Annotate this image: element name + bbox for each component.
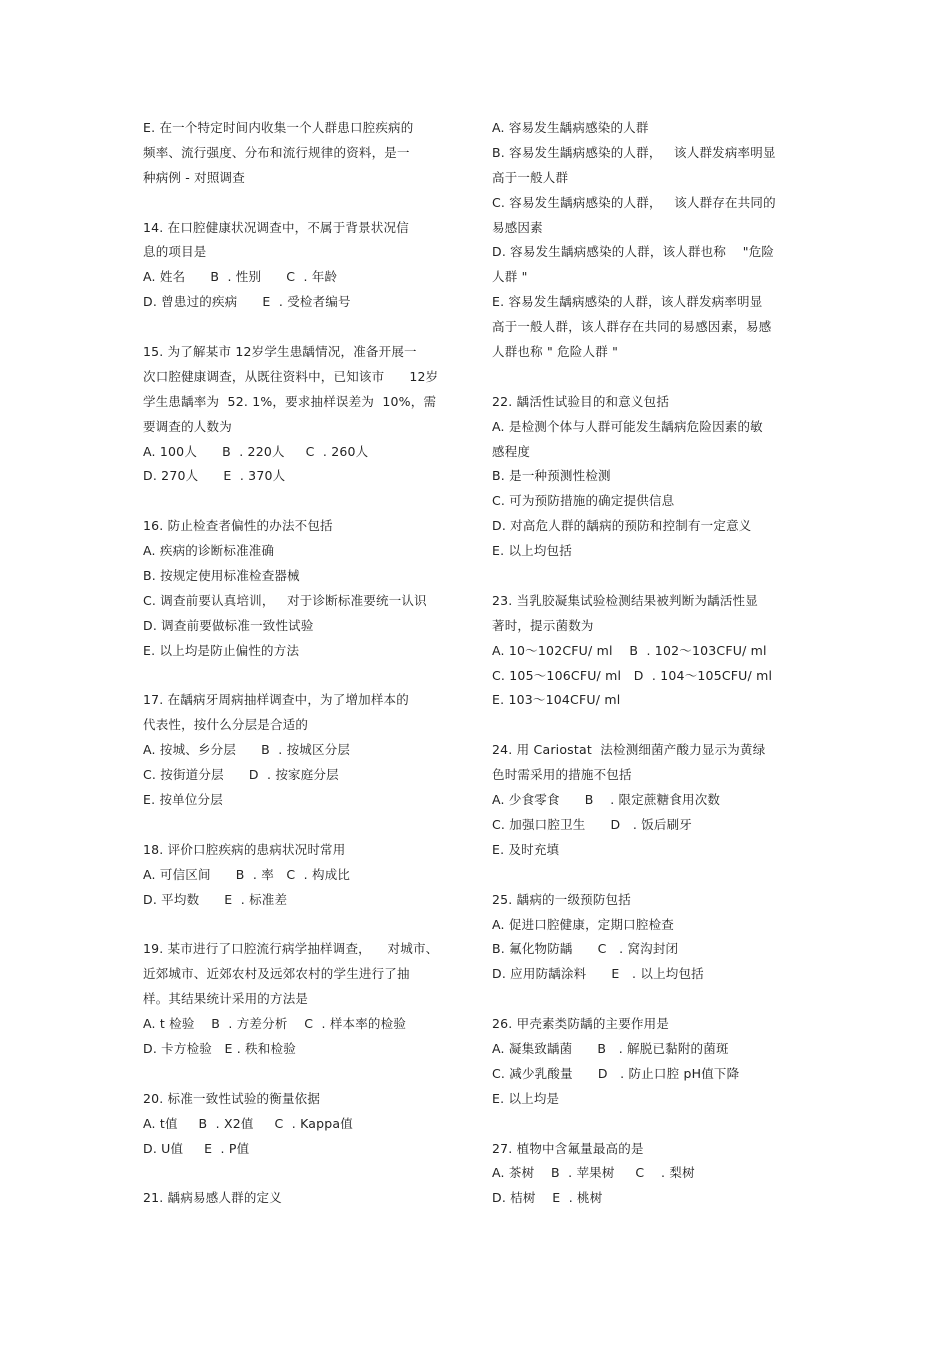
text-line: 人群 " bbox=[492, 269, 528, 285]
text-line: 19. 某市进行了口腔流行病学抽样调查， 对城市、 bbox=[143, 941, 439, 957]
text-line: 色时需采用的措施不包括 bbox=[492, 767, 632, 783]
text-line: D. 卡方检验 E . 秩和检验 bbox=[143, 1040, 296, 1056]
text-line: D. 平均数 E . 标准差 bbox=[143, 891, 288, 907]
text-line: E. 103～104CFU/ ml bbox=[492, 692, 621, 708]
block-gap bbox=[492, 713, 802, 738]
text-line: 学生患龋率为 52. 1%，要求抽样误差为 10%，需 bbox=[143, 393, 437, 409]
text-line: B. 是一种预测性检测 bbox=[492, 468, 611, 484]
text-line: D. 应用防龋涂料 E . 以上均包括 bbox=[492, 966, 704, 982]
text-line: 16. 防止检查者偏性的办法不包括 bbox=[143, 518, 333, 534]
text-line: 20. 标准一致性试验的衡量依据 bbox=[143, 1090, 321, 1106]
text-line: E. 容易发生龋病感染的人群，该人群发病率明显 bbox=[492, 294, 763, 310]
text-line: D. 270人 E . 370人 bbox=[143, 468, 286, 484]
text-line: 14. 在口腔健康状况调查中，不属于背景状况信 bbox=[143, 219, 409, 235]
text-line: 感程度 bbox=[492, 443, 531, 459]
text-line: A. 可信区间 B . 率 C . 构成比 bbox=[143, 866, 351, 882]
text-line: A. 茶树 B . 苹果树 C . 梨树 bbox=[492, 1165, 695, 1181]
block-gap bbox=[143, 913, 453, 938]
text-line: 频率、流行强度、分布和流行规律的资料，是一 bbox=[143, 144, 410, 160]
question-block bbox=[492, 390, 802, 564]
question-block bbox=[143, 1087, 453, 1162]
block-gap bbox=[492, 1112, 802, 1137]
text-line: C. 加强口腔卫生 D . 饭后刷牙 bbox=[492, 816, 693, 832]
question-block bbox=[492, 1137, 802, 1212]
text-line: A. 是检测个体与人群可能发生龋病危险因素的敏 bbox=[492, 418, 763, 434]
block-gap bbox=[143, 1161, 453, 1186]
block-gap bbox=[143, 489, 453, 514]
text-line: 高于一般人群，该人群存在共同的易感因素，易感 bbox=[492, 319, 772, 335]
text-line: A. 容易发生龋病感染的人群 bbox=[492, 120, 649, 135]
text-line: A. 少食零食 B . 限定蔗糖食用次数 bbox=[492, 792, 721, 808]
block-gap bbox=[143, 191, 453, 216]
question-block bbox=[143, 688, 453, 812]
text-line: D. 对高危人群的龋病的预防和控制有一定意义 bbox=[492, 518, 752, 534]
text-line: C. 减少乳酸量 D . 防止口腔 pH值下降 bbox=[492, 1065, 740, 1081]
text-line: 代表性，按什么分层是合适的 bbox=[143, 717, 309, 733]
text-line: A. t 检验 B . 方差分析 C . 样本率的检验 bbox=[143, 1016, 407, 1032]
block-gap bbox=[143, 315, 453, 340]
text-line: 易感因素 bbox=[492, 219, 543, 235]
text-line: 15. 为了解某市 12岁学生患龋情况，准备开展一 bbox=[143, 344, 417, 360]
text-line: A. 100人 B . 220人 C . 260人 bbox=[143, 443, 369, 459]
question-block bbox=[143, 1186, 453, 1211]
text-line: 高于一般人群 bbox=[492, 169, 569, 185]
text-line: 要调查的人数为 bbox=[143, 418, 232, 434]
text-line: D. 容易发生龋病感染的人群，该人群也称 "危险 bbox=[492, 244, 775, 260]
text-line: 18. 评价口腔疾病的患病状况时常用 bbox=[143, 841, 346, 857]
text-line: 种病例 - 对照调查 bbox=[143, 169, 245, 185]
text-line: D. 曾患过的疾病 E . 受检者编号 bbox=[143, 294, 351, 310]
text-line: 样。其结果统计采用的方法是 bbox=[143, 991, 309, 1007]
text-line: 21. 龋病易感人群的定义 bbox=[143, 1190, 282, 1206]
question-block bbox=[492, 888, 802, 988]
right-column bbox=[492, 116, 802, 1211]
text-line: D. 桔树 E . 桃树 bbox=[492, 1190, 603, 1206]
text-line: C. 按街道分层 D . 按家庭分层 bbox=[143, 767, 339, 783]
block-gap bbox=[492, 365, 802, 390]
text-line: A. 疾病的诊断标准准确 bbox=[143, 543, 275, 559]
text-line: D. 调查前要做标准一致性试验 bbox=[143, 617, 314, 633]
question-block bbox=[492, 738, 802, 862]
text-line: A. t值 B . X2值 C . Kappa值 bbox=[143, 1115, 353, 1131]
text-line: E. 及时充填 bbox=[492, 841, 560, 857]
question-block bbox=[143, 216, 453, 316]
text-line: 17. 在龋病牙周病抽样调查中，为了增加样本的 bbox=[143, 692, 409, 708]
text-line: E. 以上均是 bbox=[492, 1090, 560, 1106]
block-gap bbox=[143, 664, 453, 689]
block-gap bbox=[143, 813, 453, 838]
question-block bbox=[492, 116, 802, 365]
text-line: 著时，提示菌数为 bbox=[492, 617, 594, 633]
text-line: 近郊城市、近郊农村及远郊农村的学生进行了抽 bbox=[143, 966, 410, 982]
text-line: E. 以上均包括 bbox=[492, 543, 572, 559]
text-line: E. 在一个特定时间内收集一个人群患口腔疾病的 bbox=[143, 120, 414, 135]
left-column bbox=[143, 116, 453, 1211]
text-line: E. 以上均是防止偏性的方法 bbox=[143, 642, 300, 658]
block-gap bbox=[492, 987, 802, 1012]
text-line: A. 姓名 B . 性别 C . 年龄 bbox=[143, 269, 338, 285]
text-line: A. 10～102CFU/ ml B . 102～103CFU/ ml bbox=[492, 642, 767, 658]
block-gap bbox=[492, 564, 802, 589]
block-gap bbox=[492, 863, 802, 888]
question-block bbox=[143, 937, 453, 1061]
question-block bbox=[143, 116, 453, 191]
question-block bbox=[143, 340, 453, 489]
text-line: A. 按城、乡分层 B . 按城区分层 bbox=[143, 742, 351, 758]
text-line: A. 凝集致龋菌 B . 解脱已黏附的菌斑 bbox=[492, 1040, 729, 1056]
text-line: 27. 植物中含氟量最高的是 bbox=[492, 1140, 644, 1156]
question-block bbox=[143, 514, 453, 663]
text-line: C. 容易发生龋病感染的人群， 该人群存在共同的 bbox=[492, 194, 776, 210]
text-line: C. 调查前要认真培训， 对于诊断标准要统一认识 bbox=[143, 592, 427, 608]
text-line: C. 可为预防措施的确定提供信息 bbox=[492, 493, 675, 509]
question-block bbox=[492, 1012, 802, 1112]
text-line: B. 按规定使用标准检查器械 bbox=[143, 568, 300, 584]
text-line: 24. 用 Cariostat 法检测细菌产酸力显示为黄绿 bbox=[492, 742, 766, 758]
question-block bbox=[492, 589, 802, 713]
question-block bbox=[143, 838, 453, 913]
text-line: C. 105～106CFU/ ml D . 104～105CFU/ ml bbox=[492, 667, 773, 683]
text-line: 息的项目是 bbox=[143, 244, 207, 260]
text-line: B. 容易发生龋病感染的人群， 该人群发病率明显 bbox=[492, 144, 776, 160]
text-line: 25. 龋病的一级预防包括 bbox=[492, 891, 631, 907]
text-line: 23. 当乳胶凝集试验检测结果被判断为龋活性显 bbox=[492, 592, 758, 608]
text-line: 22. 龋活性试验目的和意义包括 bbox=[492, 393, 670, 409]
text-line: 次口腔健康调查，从既往资料中，已知该市 12岁 bbox=[143, 368, 439, 384]
text-line: E. 按单位分层 bbox=[143, 792, 223, 808]
block-gap bbox=[143, 1062, 453, 1087]
text-line: 人群也称 " 危险人群 " bbox=[492, 344, 619, 360]
text-line: 26. 甲壳素类防龋的主要作用是 bbox=[492, 1016, 670, 1032]
text-line: D. U值 E . P值 bbox=[143, 1140, 250, 1156]
text-line: A. 促进口腔健康，定期口腔检查 bbox=[492, 916, 674, 932]
text-line: B. 氟化物防龋 C . 窝沟封闭 bbox=[492, 941, 679, 957]
